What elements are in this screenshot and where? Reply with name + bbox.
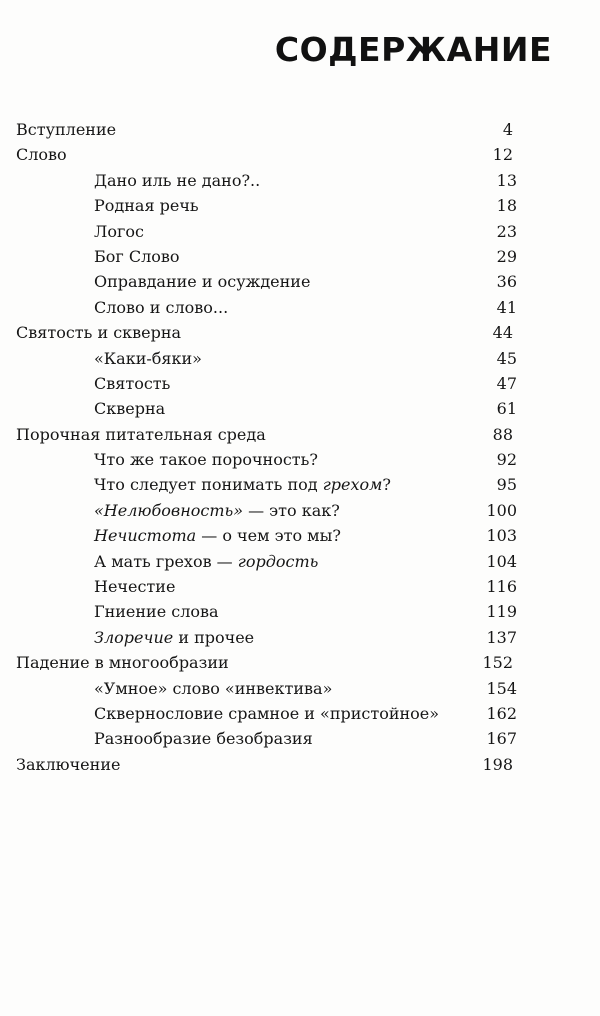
toc-section: [0, 472, 600, 497]
toc-title-part: Слово: [16, 145, 67, 165]
toc-title-part: Оправдание и осуждение: [94, 272, 311, 292]
toc-entry-title: [94, 168, 260, 193]
toc-entry-title: [94, 219, 144, 244]
toc-page-number: 18: [496, 196, 517, 216]
toc-entry-title: [16, 142, 67, 167]
toc-title-part: Заключение: [16, 754, 121, 774]
toc-section: [0, 498, 600, 523]
toc-page-number: 198: [482, 754, 513, 774]
toc-title-part: Слово и слово...: [94, 297, 229, 317]
toc-entry-title: [94, 447, 318, 472]
toc-section: [0, 574, 600, 599]
toc-entry-title: [94, 269, 310, 294]
toc-title-part: ?: [382, 475, 391, 495]
toc-page-number: 92: [496, 450, 517, 470]
toc-title-part: Логос: [94, 221, 144, 241]
toc-page-number: 154: [486, 678, 517, 698]
toc-chapter: [0, 117, 600, 142]
toc-title-part: и прочее: [173, 627, 255, 647]
toc-section: [0, 701, 600, 726]
toc-title-part: Гниение слова: [94, 602, 219, 622]
toc-entry-title: [94, 498, 340, 523]
toc-section: [0, 396, 600, 421]
toc-title-part: Вступление: [16, 120, 117, 139]
toc-title-part: Святость: [94, 373, 171, 393]
toc-title-part: А мать грехов —: [94, 551, 238, 571]
toc-page-number: 103: [486, 526, 517, 546]
toc-page-number: 44: [492, 323, 513, 343]
toc-page-number: 29: [496, 246, 517, 266]
toc-chapter: [0, 422, 600, 447]
toc-page-number: 47: [496, 373, 517, 393]
toc-title-part: «Каки-бяки»: [94, 348, 202, 368]
toc-title-part: Порочная питательная среда: [16, 424, 266, 444]
toc-section: [0, 549, 600, 574]
toc-title-part: Скверна: [94, 399, 166, 419]
toc-entry-title: [94, 701, 439, 726]
toc-title-italic-part: грехом: [322, 475, 383, 495]
toc-page-number: 45: [496, 348, 517, 368]
toc-entry-title: [94, 295, 228, 320]
toc-title-part: Разнообразие безобразия: [94, 729, 313, 749]
toc-page-number: 23: [496, 221, 517, 241]
toc-entry-title: [94, 625, 254, 650]
toc-entry-title: [16, 117, 116, 142]
toc-chapter: [0, 752, 600, 777]
toc-title-part: Падение в многообразии: [16, 653, 229, 673]
toc-page-number: 88: [492, 424, 513, 444]
toc-title-part: Дано иль не дано?..: [94, 170, 261, 190]
toc-chapter: [0, 142, 600, 167]
toc-page-number: 137: [486, 627, 517, 647]
toc-entry-title: [94, 193, 199, 218]
toc-title-italic-part: гордость: [237, 551, 319, 571]
toc-page-number: 12: [492, 145, 513, 165]
toc-section: [0, 244, 600, 269]
toc-chapter: [0, 320, 600, 345]
toc-title-part: «Умное» слово «инвектива»: [94, 678, 333, 698]
toc-section: [0, 676, 600, 701]
toc-page-number: 36: [496, 272, 517, 292]
toc-section: [0, 523, 600, 548]
toc-section: [0, 269, 600, 294]
toc-entry-title: [94, 371, 170, 396]
toc-title-part: — это как?: [243, 500, 340, 520]
toc-title-part: Святость и скверна: [16, 323, 182, 343]
toc-entry-title: [94, 599, 219, 624]
toc-entry-title: [94, 574, 175, 599]
toc-section: [0, 219, 600, 244]
toc-page-number: 152: [482, 653, 513, 673]
toc-chapter: [0, 650, 600, 675]
toc-page-number: 4: [502, 120, 513, 139]
toc-section: [0, 346, 600, 371]
toc-section: [0, 447, 600, 472]
toc-section: [0, 168, 600, 193]
toc-title-italic-part: Нечистота: [94, 526, 197, 546]
toc-entry-title: [94, 676, 332, 701]
toc-page-number: 41: [496, 297, 517, 317]
toc-page-number: 104: [486, 551, 517, 571]
toc-page-number: 162: [486, 703, 517, 723]
toc-page-number: 167: [486, 729, 517, 749]
toc-entry-title: [16, 752, 120, 777]
toc-entry-title: [94, 396, 165, 421]
toc-entry-title: [94, 346, 202, 371]
toc-title-part: Родная речь: [94, 196, 199, 216]
table-of-contents: [0, 117, 600, 777]
toc-title-part: Что следует понимать под: [94, 475, 323, 495]
toc-entry-title: [94, 523, 341, 548]
toc-entry-title: [16, 650, 229, 675]
toc-title-italic-part: «Нелюбовность»: [94, 500, 243, 520]
toc-title-part: Нечестие: [94, 577, 176, 597]
toc-section: [0, 625, 600, 650]
toc-section: [0, 193, 600, 218]
toc-page-number: 119: [486, 602, 517, 622]
toc-title-italic-part: Злоречие: [94, 627, 174, 647]
toc-title-part: Сквернословие срамное и «пристойное»: [94, 703, 440, 723]
toc-entry-title: [94, 244, 180, 269]
toc-page-number: 116: [486, 577, 517, 597]
toc-section: [0, 726, 600, 751]
toc-entry-title: [94, 472, 391, 497]
toc-page-number: 95: [496, 475, 517, 495]
toc-section: [0, 295, 600, 320]
toc-title-part: Бог Слово: [94, 246, 180, 266]
toc-page-number: 61: [496, 399, 517, 419]
toc-entry-title: [16, 320, 181, 345]
toc-entry-title: [16, 422, 266, 447]
toc-page-number: 100: [486, 500, 517, 520]
toc-title-part: Что же такое порочность?: [94, 450, 318, 470]
toc-section: [0, 599, 600, 624]
toc-entry-title: [94, 549, 318, 574]
toc-section: [0, 371, 600, 396]
toc-entry-title: [94, 726, 313, 751]
toc-page-number: 13: [496, 170, 517, 190]
toc-title-part: — о чем это мы?: [196, 526, 341, 546]
page-title: СОДЕРЖАНИЕ: [274, 30, 552, 69]
